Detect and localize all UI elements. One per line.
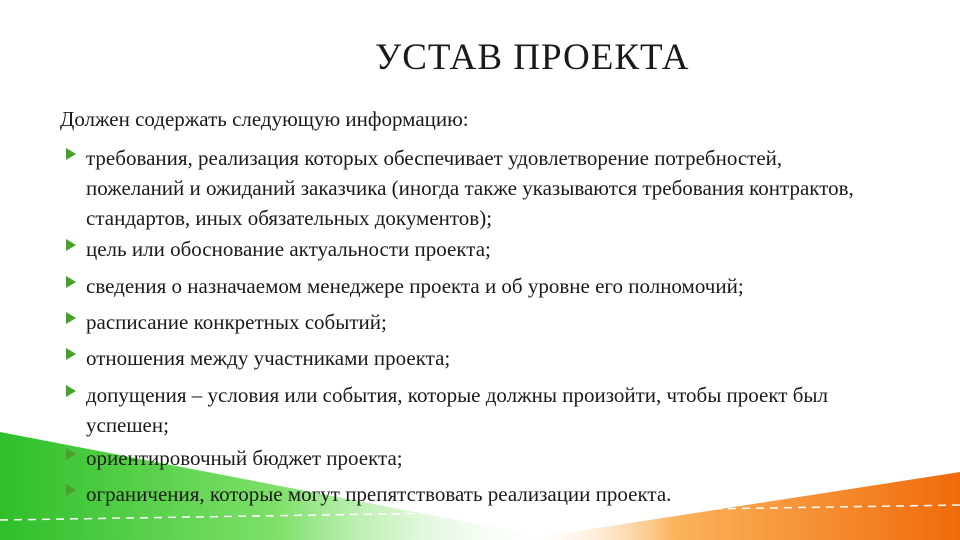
- triangle-bullet-icon: [66, 448, 76, 460]
- bullet-text: допущения – условия или события, которые должны произойти, чтобы проект был успешен;: [86, 383, 828, 437]
- bullet-text: ограничения, которые могут препятствовать реализации проекта.: [86, 482, 672, 506]
- triangle-bullet-icon: [66, 385, 76, 397]
- triangle-bullet-icon: [66, 312, 76, 324]
- bullet-text: сведения о назначаемом менеджере проекта и об уровне его полномочий;: [86, 274, 744, 298]
- bullet-text: ориентировочный бюджет проекта;: [86, 446, 403, 470]
- bullet-item: [66, 443, 960, 473]
- bullet-item: [66, 479, 960, 509]
- bullet-text: отношения между участниками проекта;: [86, 346, 451, 370]
- bullet-text: требования, реализация которых обеспечивает удовлетворение потребностей, пожеланий и ожиданий заказчика (иногда также указываются требования контрактов, стандартов, иных обязательных документов);: [86, 146, 854, 230]
- bullet-item: [66, 307, 960, 337]
- triangle-bullet-icon: [66, 276, 76, 288]
- triangle-bullet-icon: [66, 484, 76, 496]
- bullet-item: [66, 343, 960, 373]
- bullet-text: цель или обоснование актуальности проекта;: [86, 237, 491, 261]
- triangle-bullet-icon: [66, 148, 76, 160]
- bullet-text: расписание конкретных событий;: [86, 310, 387, 334]
- triangle-bullet-icon: [66, 239, 76, 251]
- bullet-item: [66, 271, 960, 301]
- slide-title: УСТАВ ПРОЕКТА: [375, 37, 690, 78]
- bullet-item: [66, 234, 960, 264]
- bullet-item: [66, 143, 960, 233]
- bullet-item: [66, 380, 960, 440]
- triangle-bullet-icon: [66, 348, 76, 360]
- intro-text: Должен содержать следующую информацию:: [60, 107, 469, 131]
